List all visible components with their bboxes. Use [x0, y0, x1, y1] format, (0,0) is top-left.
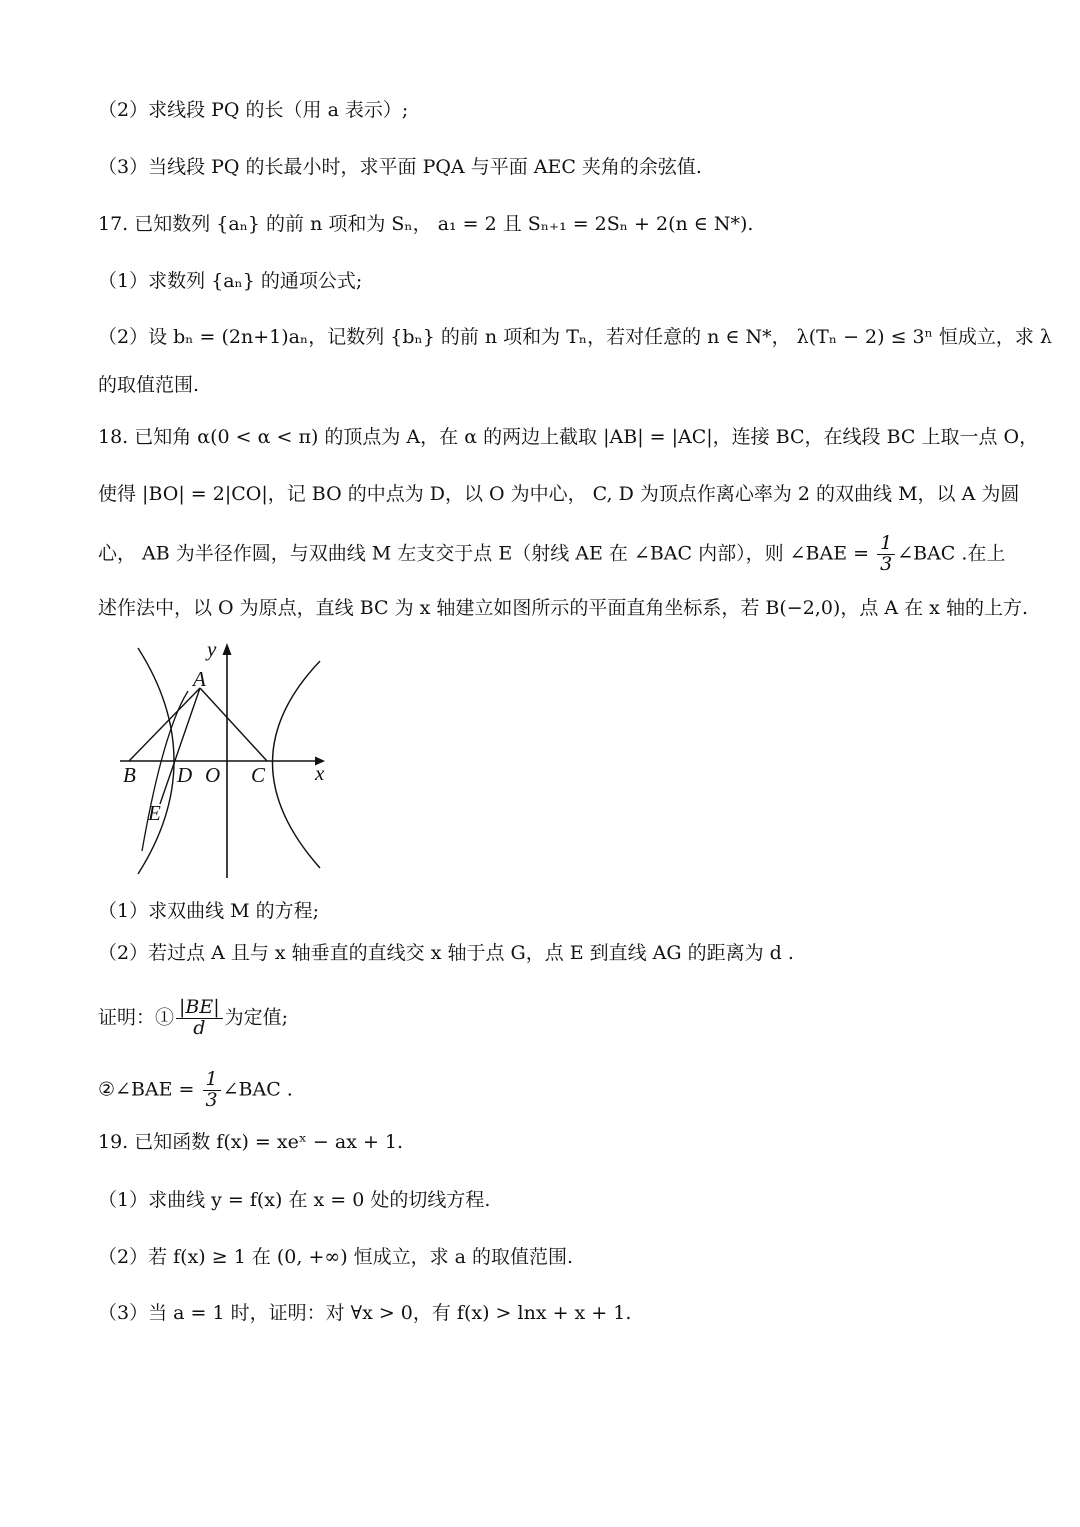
proof-item1-post: 为定值; [224, 1006, 289, 1029]
q19-part3: （3）当 a = 1 时，证明：对 ∀x > 0，有 f(x) > lnx + x + 1. [98, 1302, 632, 1324]
fraction-numerator: 1 [203, 1070, 221, 1091]
fraction-numerator: |BE| [176, 998, 223, 1019]
fraction-numerator: 1 [877, 534, 895, 555]
q19-part2: （2）若 f(x) ≥ 1 在 (0, +∞) 恒成立，求 a 的取值范围. [98, 1246, 574, 1268]
q19-part1: （1）求曲线 y = f(x) 在 x = 0 处的切线方程. [98, 1189, 491, 1211]
q18-part2: （2）若过点 A 且与 x 轴垂直的直线交 x 轴于点 G，点 E 到直线 AG 的距离为 d . [98, 942, 794, 964]
q18-line3-pre: 心， AB 为半径作圆，与双曲线 M 左支交于点 E（射线 AE 在 ∠BAC 内部），则 ∠BAE = [98, 542, 876, 565]
q19-stem: 19. 已知函数 f(x) = xeˣ − ax + 1. [98, 1131, 404, 1153]
y-axis-arrow [223, 643, 232, 655]
label-C: C [251, 763, 266, 787]
label-A: A [193, 667, 206, 691]
q17-part2: （2）设 bₙ = (2n+1)aₙ，记数列 {bₙ} 的前 n 项和为 Tₙ，若对任意的 n ∈ N*， λ(Tₙ − 2) ≤ 3ⁿ 恒成立，求 λ [98, 326, 1052, 348]
hyperbola-right-branch [273, 661, 321, 868]
proof-item1 [98, 998, 288, 1039]
hyperbola-figure [115, 636, 340, 881]
circled-one: ① [155, 1006, 175, 1029]
one-third-fraction [877, 534, 895, 575]
one-third-fraction [203, 1070, 221, 1111]
proof-item2-post: ∠BAC . [222, 1078, 293, 1101]
proof-label: 证明： [98, 1006, 156, 1029]
circled-two: ② [98, 1078, 116, 1101]
q18-line3-post: ∠BAC .在上 [897, 542, 1006, 565]
q17-part1: （1）求数列 {aₙ} 的通项公式; [98, 270, 363, 292]
q18-stem-line3 [98, 534, 1005, 575]
q17-stem: 17. 已知数列 {aₙ} 的前 n 项和为 Sₙ， a₁ = 2 且 Sₙ₊₁ = 2Sₙ + 2(n ∈ N*). [98, 213, 754, 235]
segment-AC [200, 688, 267, 761]
fraction-denominator: 3 [880, 552, 893, 575]
label-B: B [123, 763, 136, 787]
p16-part3: （3）当线段 PQ 的长最小时，求平面 PQA 与平面 AEC 夹角的余弦值. [98, 156, 702, 178]
q18-stem-line4: 述作法中，以 O 为原点，直线 BC 为 x 轴建立如图所示的平面直角坐标系，若 B(−2,0)，点 A 在 x 轴的上方. [98, 597, 1028, 619]
be-over-d-fraction [176, 998, 223, 1039]
q18-stem-line1: 18. 已知角 α(0 < α < π) 的顶点为 A，在 α 的两边上截取 |AB| = |AC|，连接 BC，在线段 BC 上取一点 O， [98, 426, 1039, 448]
label-E: E [148, 801, 161, 825]
q18-part1: （1）求双曲线 M 的方程; [98, 900, 320, 922]
label-O: O [205, 763, 221, 787]
fraction-denominator: 3 [205, 1088, 218, 1111]
p16-part2: （2）求线段 PQ 的长（用 a 表示）; [98, 99, 409, 121]
fraction-denominator: d [193, 1016, 206, 1039]
proof-item2-pre: ∠BAE = [115, 1078, 201, 1101]
q17-part2-cont: 的取值范围. [98, 374, 200, 396]
label-x: x [315, 761, 325, 785]
label-y: y [207, 637, 217, 661]
label-D: D [177, 763, 193, 787]
proof-item2 [98, 1070, 293, 1111]
q18-stem-line2: 使得 |BO| = 2|CO|，记 BO 的中点为 D，以 O 为中心， C, D 为顶点作离心率为 2 的双曲线 M，以 A 为圆 [98, 483, 1020, 505]
